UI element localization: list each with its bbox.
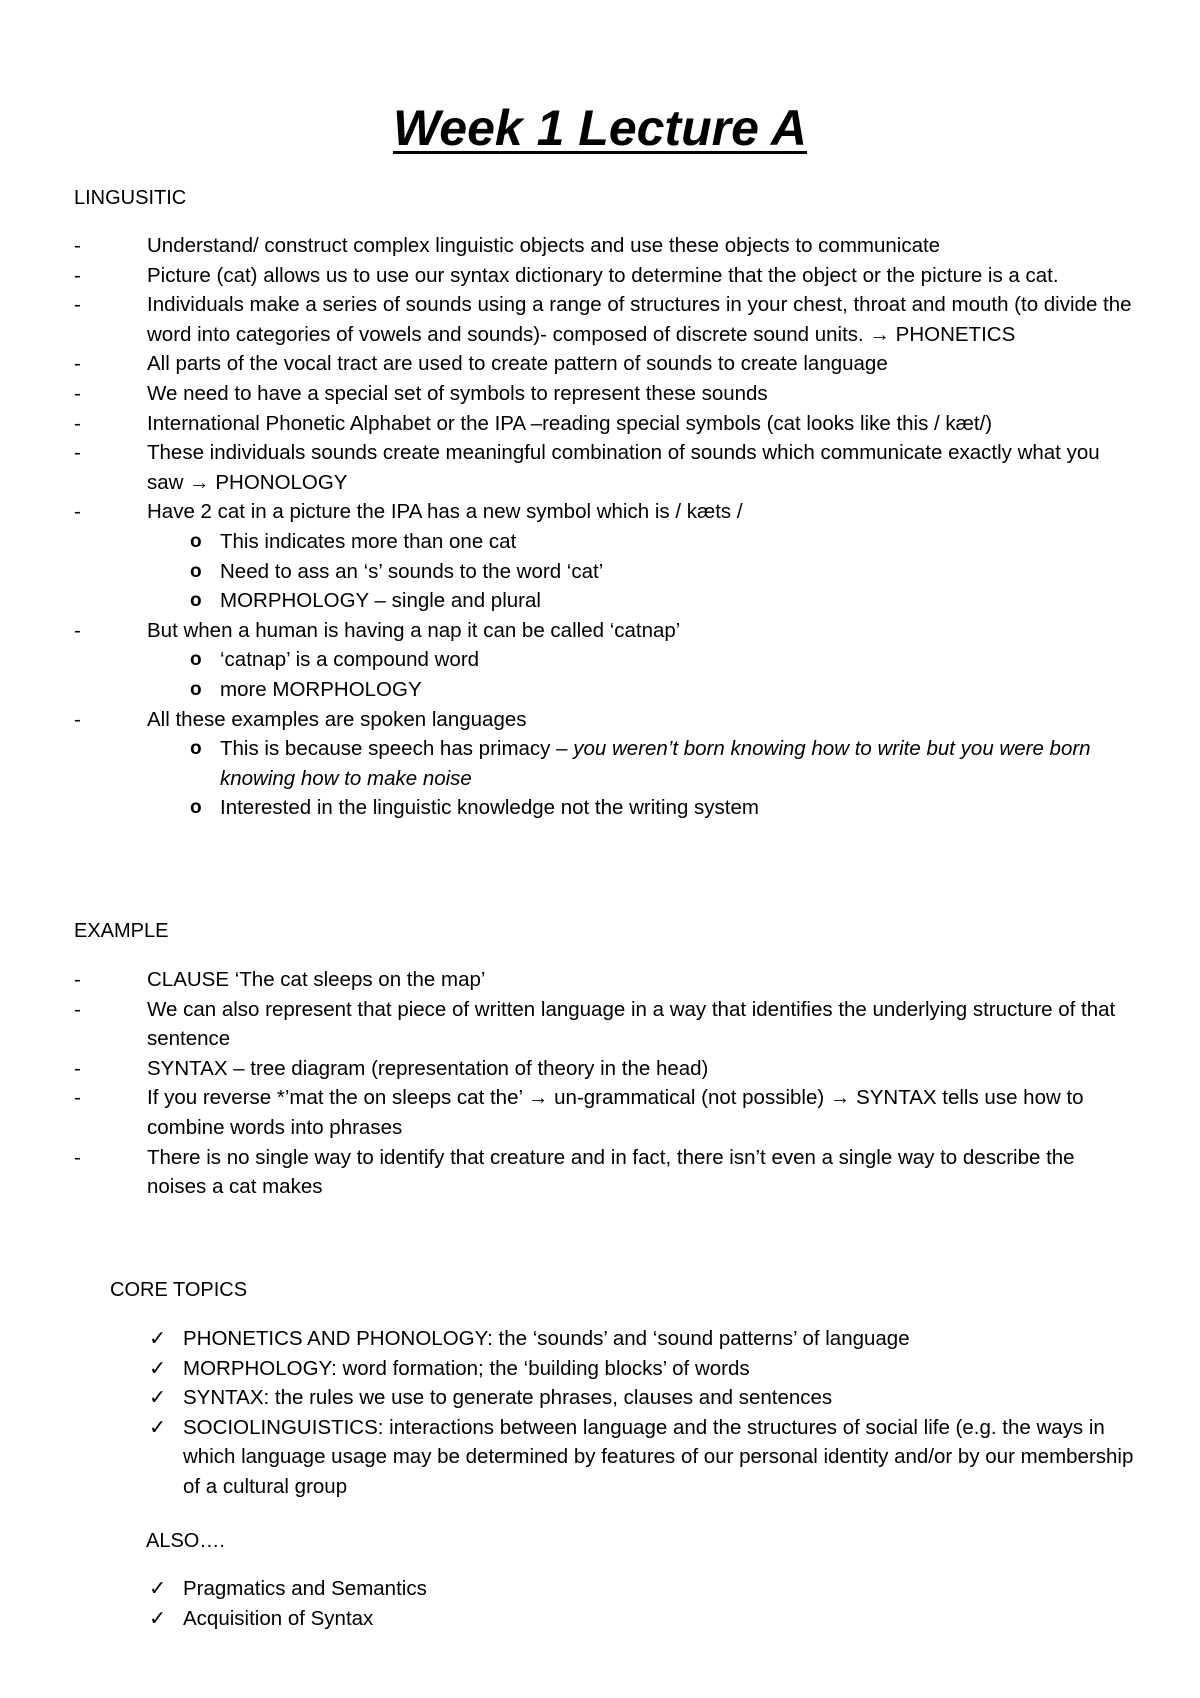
list-item: - All parts of the vocal tract are used to create pattern of sounds to create language	[74, 349, 1134, 379]
list-item: - CLAUSE ‘The cat sleeps on the map’	[74, 965, 1134, 995]
dash-bullet: -	[74, 352, 81, 376]
list-item: - Picture (cat) allows us to use our syntax dictionary to determine that the object or the picture is a cat.	[74, 261, 1134, 291]
page-title: Week 1 Lecture A	[392, 100, 808, 156]
section-heading-linguistic: LINGUSITIC	[74, 187, 187, 209]
list-item: - These individuals sounds create meaningful combination of sounds which communicate exactly what you saw → PHONOLOGY	[74, 438, 1134, 497]
also-list	[110, 1574, 1140, 1633]
sub-list-item: o more MORPHOLOGY	[74, 675, 1134, 705]
dash-bullet: -	[74, 234, 81, 257]
check-icon: ✓	[149, 1386, 167, 1410]
list-item: - There is no single way to identify that creature and in fact, there isn’t even a single way to describe the noises a cat makes	[74, 1143, 1134, 1202]
sub-list-item: o Need to ass an ‘s’ sounds to the word ‘cat’	[74, 557, 1134, 587]
core-topics-list	[110, 1324, 1140, 1502]
dash-bullet: -	[74, 293, 81, 317]
check-item: ✓ Pragmatics and Semantics	[110, 1574, 1140, 1604]
dash-bullet: -	[74, 1056, 81, 1080]
circle-bullet: o	[190, 560, 202, 582]
section-heading-example: EXAMPLE	[74, 920, 169, 942]
dash-bullet: -	[74, 500, 81, 524]
list-item: - If you reverse *’mat the on sleeps cat the’ → un-grammatical (not possible) → SYNTAX tells use how to combine words into phrases	[74, 1083, 1134, 1142]
check-item: ✓ MORPHOLOGY: word formation; the ‘building blocks’ of words	[110, 1354, 1140, 1384]
check-item: ✓ PHONETICS AND PHONOLOGY: the ‘sounds’ and ‘sound patterns’ of language	[110, 1324, 1140, 1354]
circle-bullet: o	[190, 590, 202, 612]
dash-bullet: -	[74, 618, 81, 642]
circle-bullet: o	[190, 649, 202, 671]
check-item: ✓ SOCIOLINGUISTICS: interactions between language and the structures of social life (e.g. the ways in which language usage may be determined by features of our personal identity and/or by our membership of a cultural group	[110, 1413, 1140, 1502]
dash-bullet: -	[74, 381, 81, 405]
list-item: - International Phonetic Alphabet or the IPA –reading special symbols (cat looks like this / kæt/)	[74, 409, 1134, 439]
dash-bullet: -	[74, 997, 81, 1021]
check-icon: ✓	[149, 1606, 167, 1630]
sub-list-item: o MORPHOLOGY – single and plural	[74, 586, 1134, 616]
sub-list-item: o Interested in the linguistic knowledge not the writing system	[74, 793, 1134, 823]
circle-bullet: o	[190, 738, 202, 760]
check-icon: ✓	[149, 1415, 167, 1439]
check-item: ✓ SYNTAX: the rules we use to generate phrases, clauses and sentences	[110, 1383, 1140, 1413]
also-label: ALSO….	[146, 1530, 225, 1552]
dash-bullet: -	[74, 263, 81, 287]
dash-bullet: -	[74, 1086, 81, 1110]
check-icon: ✓	[149, 1327, 167, 1350]
section-heading-core-topics: CORE TOPICS	[110, 1279, 248, 1301]
check-item: ✓ Acquisition of Syntax	[110, 1604, 1140, 1634]
dash-bullet: -	[74, 441, 81, 465]
circle-bullet: o	[190, 678, 202, 700]
list-item: - We can also represent that piece of written language in a way that identifies the underlying structure of that sentence	[74, 995, 1134, 1054]
example-list	[74, 965, 1134, 1202]
list-item: - SYNTAX – tree diagram (representation of theory in the head)	[74, 1054, 1134, 1084]
circle-bullet: o	[190, 530, 202, 552]
dash-bullet: -	[74, 707, 81, 731]
list-item: - Understand/ construct complex linguistic objects and use these objects to communicate	[74, 231, 1134, 261]
check-icon: ✓	[149, 1577, 167, 1600]
sub-list-item: o ‘catnap’ is a compound word	[74, 645, 1134, 675]
dash-bullet: -	[74, 1145, 81, 1169]
sub-list-item: o This indicates more than one cat	[74, 527, 1134, 557]
list-item: - Individuals make a series of sounds using a range of structures in your chest, throat and mouth (to divide the word into categories of vowels and sounds)- composed of discrete sound units. → PHONETICS	[74, 290, 1134, 349]
linguistic-list	[74, 231, 1134, 823]
sub-list-item: o This is because speech has primacy – you weren’t born knowing how to write but you were born knowing how to make noise	[74, 734, 1134, 793]
list-item: - All these examples are spoken languages	[74, 705, 1134, 735]
list-item: - Have 2 cat in a picture the IPA has a new symbol which is / kæts /	[74, 497, 1134, 527]
dash-bullet: -	[74, 968, 81, 991]
dash-bullet: -	[74, 411, 81, 435]
circle-bullet: o	[190, 797, 202, 819]
check-icon: ✓	[149, 1356, 167, 1380]
italic-note: you weren’t born knowing how to write but you were born knowing how to make noise	[220, 737, 1091, 790]
list-item: - We need to have a special set of symbols to represent these sounds	[74, 379, 1134, 409]
list-item: - But when a human is having a nap it can be called ‘catnap’	[74, 616, 1134, 646]
